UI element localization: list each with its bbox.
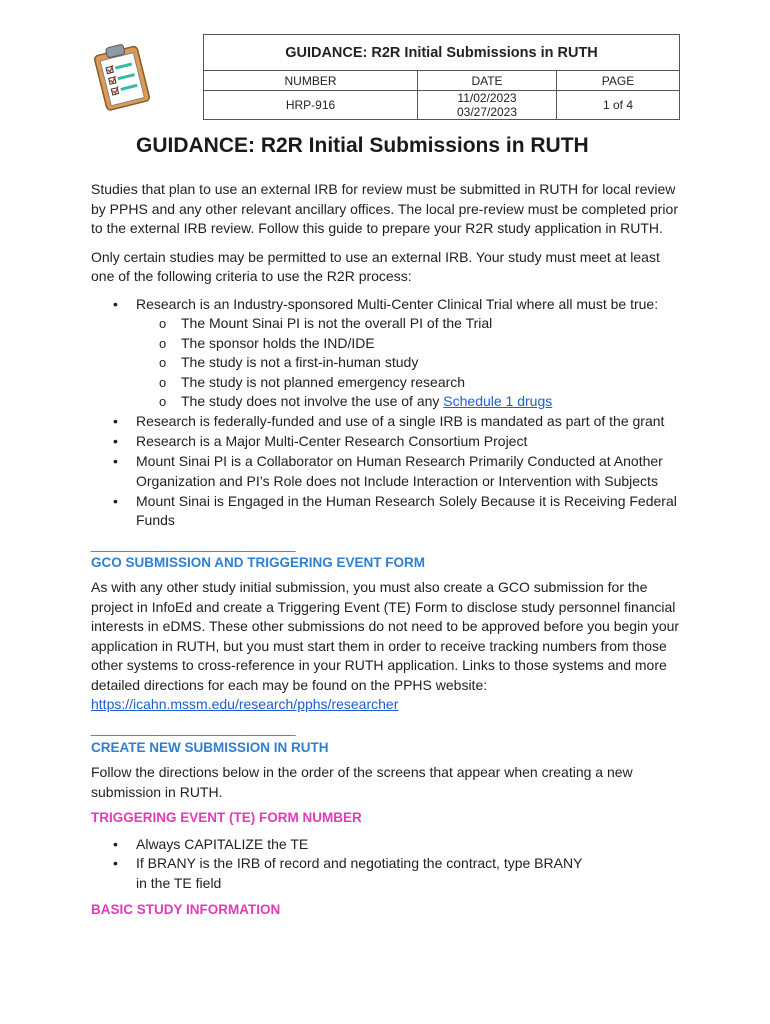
criteria-sub-5 [136, 392, 681, 412]
criteria-item-4: • Mount Sinai PI is a Collaborator on Human Research Primarily Conducted at Another Organization and PI’s Role does not Include Interaction or Intervention with Subjects [91, 452, 681, 491]
header-title: GUIDANCE: R2R Initial Submissions in RUTH [204, 35, 680, 71]
criteria-item-5: • Mount Sinai is Engaged in the Human Research Solely Because it is Receiving Federal Funds [91, 492, 681, 531]
criteria-list [91, 295, 681, 531]
list-item [91, 854, 681, 893]
header-date-1: 11/02/2023 [457, 91, 517, 105]
section-rule-2: ______________________________ [91, 719, 295, 736]
document-header-table [203, 34, 680, 120]
schedule-1-drugs-link[interactable]: Schedule 1 drugs [443, 393, 553, 409]
create-paragraph: Follow the directions below in the order of the screens that appear when creating a new submission in RUTH. [91, 764, 633, 800]
te-list [91, 835, 681, 894]
header-number-value: HRP-916 [204, 91, 418, 120]
page-title: GUIDANCE: R2R Initial Submissions in RUTH [136, 134, 589, 157]
section-rule-1: ______________________________ [91, 535, 295, 552]
header-date-2: 03/27/2023 [456, 105, 518, 119]
criteria-item-2: • Research is federally-funded and use of a single IRB is mandated as part of the grant [91, 412, 681, 432]
clipboard-checklist-icon [92, 40, 154, 112]
create-heading: CREATE NEW SUBMISSION IN RUTH [91, 739, 329, 755]
te-item-2-line-2: in the TE field [136, 874, 222, 891]
criteria-sub-5-text: The study does not involve the use of any [181, 393, 444, 409]
criteria-sublist [136, 314, 681, 412]
document-body [91, 180, 681, 920]
te-item-1: • Always CAPITALIZE the TE [91, 835, 681, 855]
header-date-value [418, 91, 557, 120]
criteria-item-3: • Research is a Major Multi-Center Research Consortium Project [91, 432, 681, 452]
gco-paragraph: As with any other study initial submission, you must also create a GCO submission for the project in InfoEd and create a Triggering Event (TE) Form to disclose study personnel financial interests in eDMS. These other submissions do not need to be approved before you begin your application in RUTH, but you must start them in order to receive tracking numbers from those other systems to cross-reference in your RUTH application. Links to those systems and more detailed directions for each may be found on the PPHS website: [91, 579, 680, 693]
gco-link-line [91, 695, 681, 715]
intro-paragraph-2: Only certain studies may be permitted to use an external IRB. Your study must meet at least one of the following criteria to use the R2R process: [91, 248, 660, 284]
pphs-website-link[interactable]: https://icahn.mssm.edu/research/pphs/researcher [91, 696, 399, 712]
criteria-sub-4: o The study is not planned emergency research [136, 373, 681, 393]
criteria-sub-2: o The sponsor holds the IND/IDE [136, 334, 681, 354]
gco-heading: GCO SUBMISSION AND TRIGGERING EVENT FORM [91, 554, 426, 570]
te-heading: TRIGGERING EVENT (TE) FORM NUMBER [91, 810, 362, 825]
header-page-value: 1 of 4 [557, 91, 680, 120]
criteria-item-1: Research is an Industry-sponsored Multi-Center Clinical Trial where all must be true: [136, 295, 659, 312]
list-item [91, 295, 681, 412]
te-item-2-line-1: If BRANY is the IRB of record and negotiating the contract, type BRANY [136, 855, 583, 871]
header-date-label: DATE [418, 71, 557, 91]
header-page-label: PAGE [557, 71, 680, 91]
criteria-sub-1: o The Mount Sinai PI is not the overall PI of the Trial [136, 314, 681, 334]
criteria-sub-3: o The study is not a first-in-human study [136, 353, 681, 373]
basic-study-heading: BASIC STUDY INFORMATION [91, 902, 281, 917]
header-number-label: NUMBER [204, 71, 418, 91]
intro-paragraph-1: Studies that plan to use an external IRB for review must be submitted in RUTH for local review by PPHS and any other relevant ancillary offices. The local pre-review must be completed prior to the external IRB review. Follow this guide to prepare your R2R study application in RUTH. [91, 181, 678, 236]
